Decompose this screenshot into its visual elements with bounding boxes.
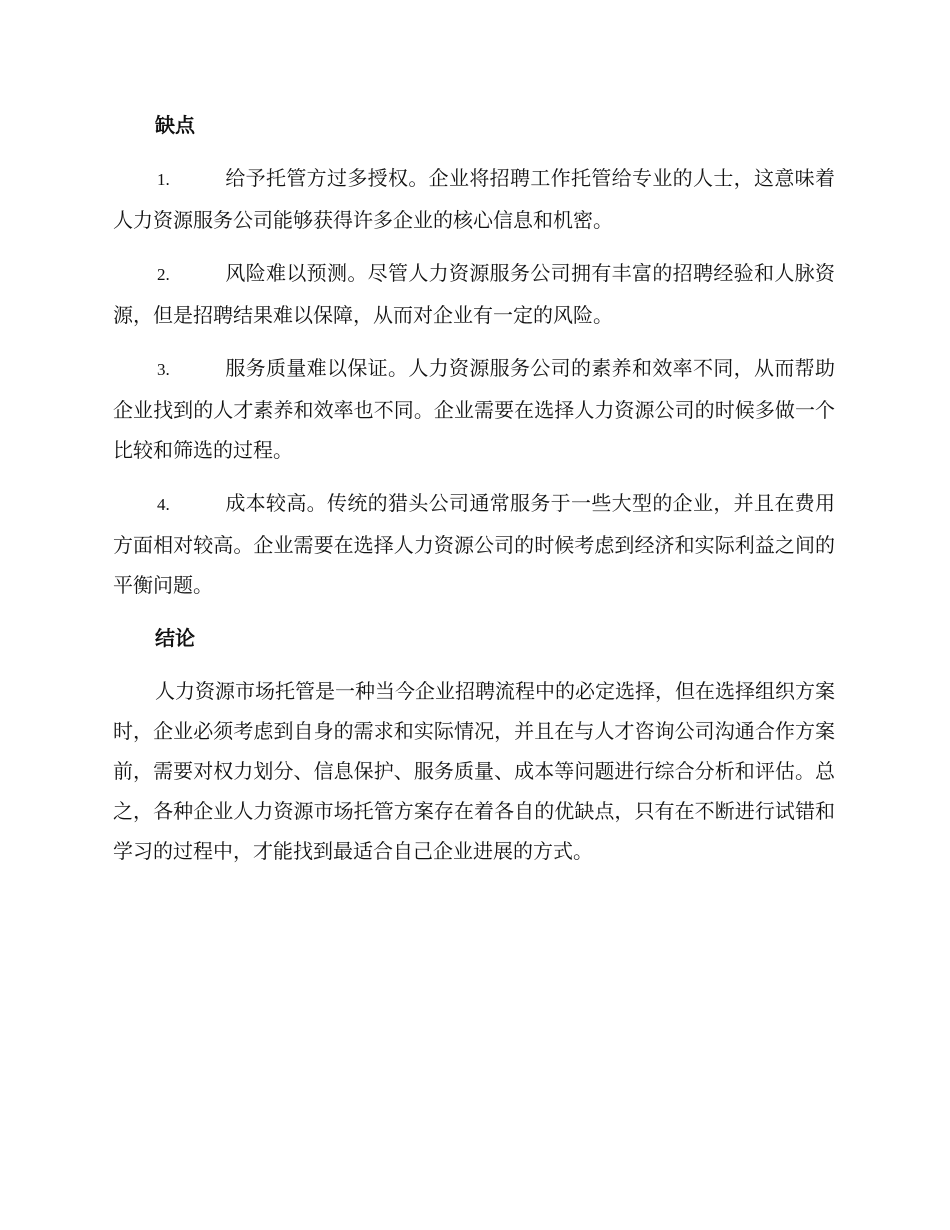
list-item	[113, 483, 835, 605]
list-item-number: 4.	[157, 495, 170, 514]
list-item	[113, 348, 835, 470]
list-item-number: 3.	[157, 360, 170, 379]
list-item-text: 服务质量难以保证。人力资源服务公司的素养和效率不同，从而帮助企业找到的人才素养和效率也不同。企业需要在选择人力资源公司的时候多做一个比较和筛选的过程。	[113, 356, 835, 462]
list-item	[113, 158, 835, 240]
list-item	[113, 253, 835, 335]
list-item-text: 成本较高。传统的猎头公司通常服务于一些大型的企业，并且在费用方面相对较高。企业需要在选择人力资源公司的时候考虑到经济和实际利益之间的平衡问题。	[113, 491, 835, 597]
list-item-text: 给予托管方过多授权。企业将招聘工作托管给专业的人士，这意味着人力资源服务公司能够获得许多企业的核心信息和机密。	[113, 166, 835, 232]
list-item-number: 1.	[157, 170, 170, 189]
section-heading-disadvantages: 缺点	[155, 113, 195, 137]
conclusion-paragraph: 人力资源市场托管是一种当今企业招聘流程中的必定选择，但在选择组织方案时，企业必须考虑到自身的需求和实际情况，并且在与人才咨询公司沟通合作方案前，需要对权力划分、信息保护、服务质量、成本等问题进行综合分析和评估。总之，各种企业人力资源市场托管方案存在着各自的优缺点，只有在不断进行试错和学习的过程中，才能找到最适合自己企业进展的方式。	[113, 679, 835, 863]
document-page	[113, 105, 835, 884]
section-heading-conclusion: 结论	[155, 626, 195, 650]
list-item-text: 风险难以预测。尽管人力资源服务公司拥有丰富的招聘经验和人脉资源，但是招聘结果难以保障，从而对企业有一定的风险。	[113, 261, 835, 327]
list-item-number: 2.	[157, 265, 170, 284]
